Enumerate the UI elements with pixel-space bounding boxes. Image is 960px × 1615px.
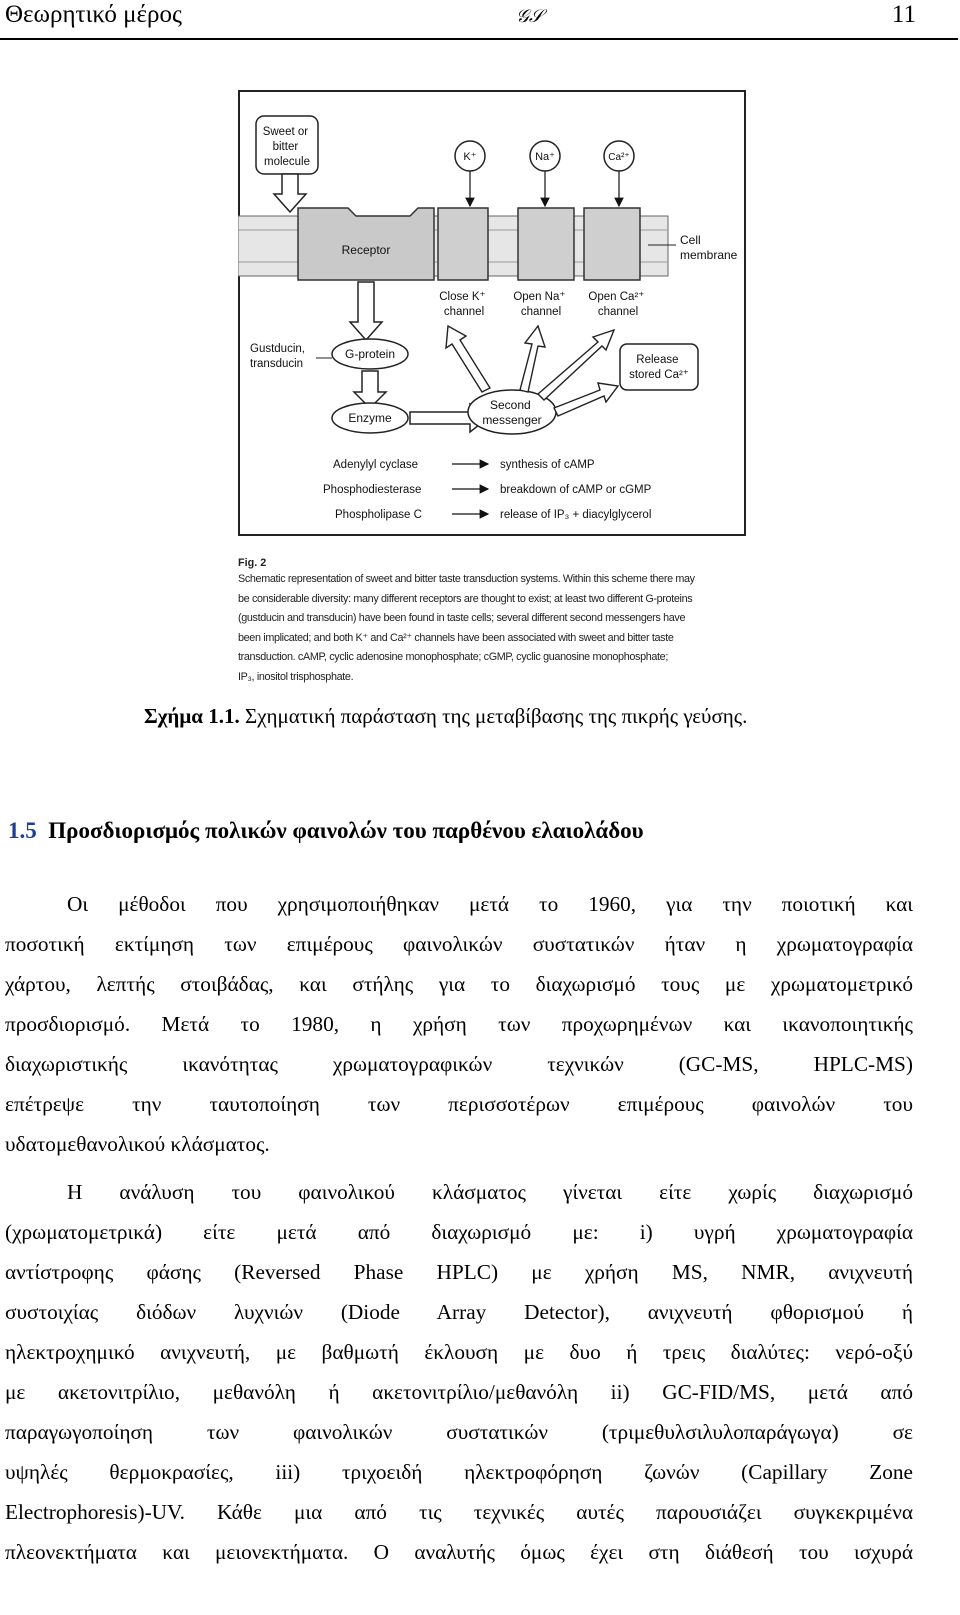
text-line: Οι μέθοδοι που χρησιμοποιήθηκαν μετά το 1960, για την ποιοτική και [67,892,913,916]
paragraph-2 [5,1172,913,1572]
section-title: Προσδιορισμός πολικών φαινολών του παρθένου ελαιολάδου [36,818,644,843]
fig-caption-line: transduction. cAMP, cyclic adenosine monophosphate; cGMP, cyclic guanosine monophosphate; [238,651,668,663]
molecule-label: Sweet or bitter molecule [262,126,311,168]
receptor-label: Receptor [341,243,391,257]
text-line: πλεονεκτήματα και μειονεκτήματα. Ο αναλυτής όμως έχει στη διάθεσή του ισχυρά [5,1540,913,1564]
text-line: υδατομεθανολικού κλάσματος. [5,1132,270,1156]
text-line: διαχωριστικής ικανότητας χρωματογραφικών τεχνικών (GC-MS, HPLC-MS) [5,1052,913,1076]
gustducin-label: Gustducin, transducin [250,343,305,370]
enzyme-label: Enzyme [348,411,392,425]
enzyme-phospholipase: Phospholipase C [335,509,422,521]
text-line: ποσοτική εκτίμηση των επιμέρους φαινολικών συστατικών ήταν η χρωματογραφία [5,932,913,956]
molecule-arrow [274,174,306,212]
k-channel [438,208,488,280]
cell-membrane-label: Cell membrane [680,233,738,262]
release-label: Release stored Ca²⁺ [629,354,689,381]
ca-ion-label: Ca²⁺ [608,152,630,163]
arrow-to-k-channel [446,326,490,392]
fig-caption-line: (gustducin and transducin) have been found in taste cells; several different second messengers have [238,612,686,624]
arrow-to-na-channel [520,326,545,392]
caption-text: Σχηματική παράσταση της μεταβίβασης της πικρής γεύσης. [239,704,748,728]
effect-synthesis: synthesis of cAMP [500,459,595,471]
header-rule [0,38,958,40]
fig-caption-line: be considerable diversity: many different receptors are thought to exist; at least two different G-proteins [238,592,693,605]
text-line: παραγωγοποίηση των φαινολικών συστατικών (τριμεθυλσιλυλοπαράγωγα) σε [5,1420,913,1444]
fig-caption-line: IP₃, inositol trisphosphate. [238,670,354,683]
na-channel [518,208,574,280]
effect-breakdown: breakdown of cAMP or cGMP [500,484,652,496]
ca-channel-label: Open Ca²⁺ channel [588,291,645,318]
page-header [0,0,960,40]
transduction-figure [238,90,758,550]
figure-caption [144,702,747,730]
text-line: Electrophoresis)-UV. Κάθε μια από τις τεχνικές αυτές παρουσιάζει συγκεκριμένα [5,1500,913,1524]
header-ornament-icon: 𝒢𝒮 [516,6,543,26]
k-channel-label: Close K⁺ channel [439,291,486,318]
na-ion-label: Na⁺ [535,151,555,163]
enzyme-phosphodiesterase: Phosphodiesterase [323,484,422,496]
text-line: με ακετονιτρίλιο, μεθανόλη ή ακετονιτρίλιο/μεθανόλη ii) GC-FID/MS, μετά από [5,1380,913,1404]
text-line: Η ανάλυση του φαινολικού κλάσματος γίνεται είτε χωρίς διαχωρισμό [67,1180,913,1204]
text-line: συστοιχίας διόδων λυχνιών (Diode Array Detector), ανιχνευτή φθορισμού ή [5,1300,913,1324]
na-channel-label: Open Na⁺ channel [513,291,566,318]
figure-english-caption [238,556,758,687]
enzyme-adenylyl: Adenylyl cyclase [333,459,419,471]
paragraph-1 [5,884,913,1164]
section-heading [8,815,644,847]
effect-release: release of IP₃ + diacylglycerol [500,509,652,521]
k-ion-label: K⁺ [463,151,477,163]
text-line: αντίστροφης φάσης (Reversed Phase HPLC) με χρήση MS, NMR, ανιχνευτή [5,1260,913,1284]
text-line: υψηλές θερμοκρασίες, iii) τριχοειδή ηλεκτροφόρηση ζωνών (Capillary Zone [5,1460,913,1484]
figure-frame [239,91,745,535]
fig-caption-line: been implicated; and both K⁺ and Ca²⁺ channels have been associated with sweet and bitter taste [238,631,674,644]
text-line: προσδιορισμό. Μετά το 1980, η χρήση των προχωρημένων και ικανοποιητικής [5,1012,913,1036]
fig-caption-line: Schematic representation of sweet and bitter taste transduction systems. Within this scheme there may [238,573,695,585]
caption-label: Σχήμα 1.1. [144,704,240,728]
text-line: επέτρεψε την ταυτοποίηση των περισσοτέρων επιμέρους φαινολών του [5,1092,913,1116]
chapter-title: Θεωρητικό μέρος [5,1,182,28]
g-protein-label: G-protein [344,347,396,361]
release-box [620,344,698,390]
section-number: 1.5 [8,818,37,843]
arrow-to-release [554,383,618,416]
second-messenger-label: Second messenger [482,398,542,427]
ca-channel [584,208,640,280]
text-line: χάρτου, λεπτής στοιβάδας, και στήλης για το διαχωρισμό τους με χρωματομετρικό [5,972,913,996]
fig-label: Fig. 2 [238,557,267,569]
page-number: 11 [891,1,916,28]
receptor-arrow [350,282,382,340]
text-line: ηλεκτροχημικό ανιχνευτή, με βαθμωτή έκλουση με δυο ή τρεις διαλύτες: νερό-οξύ [5,1340,913,1364]
text-line: (χρωματομετρικά) είτε μετά από διαχωρισμό με: i) υγρή χρωματογραφία [5,1220,913,1244]
transduction-diagram [238,90,758,550]
